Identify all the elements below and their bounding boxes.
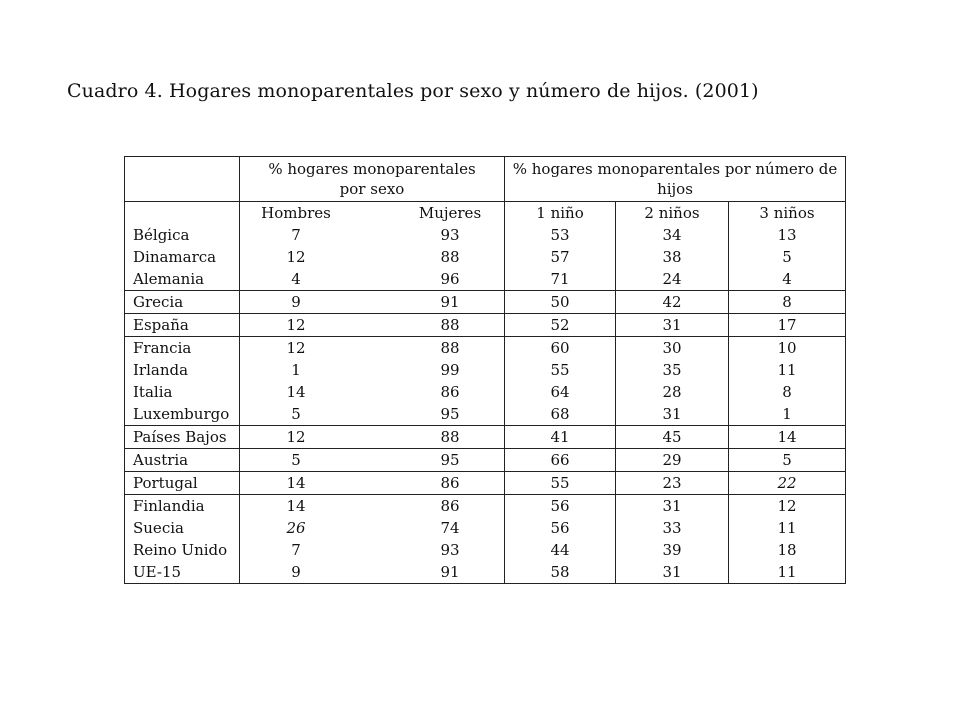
men-cell: 12 bbox=[240, 314, 353, 337]
three-children-cell: 10 bbox=[729, 337, 846, 360]
country-cell: Irlanda bbox=[125, 359, 240, 381]
table-row bbox=[125, 449, 846, 472]
women-cell: 88 bbox=[440, 248, 460, 266]
table-row bbox=[125, 268, 846, 291]
three-children-cell: 17 bbox=[729, 314, 846, 337]
three-children-cell: 18 bbox=[729, 539, 846, 561]
women-cell: 86 bbox=[352, 472, 505, 495]
one-child-cell: 53 bbox=[505, 224, 616, 246]
table-row bbox=[125, 381, 846, 403]
blank-header-cell bbox=[125, 157, 240, 202]
women-cell: 88 bbox=[352, 337, 505, 360]
two-children-cell: 30 bbox=[616, 337, 729, 360]
women-cell: 91 bbox=[352, 291, 505, 314]
country-cell: Francia bbox=[125, 337, 240, 360]
three-children-cell: 1 bbox=[729, 403, 846, 426]
table-row bbox=[125, 224, 846, 246]
table-row bbox=[125, 472, 846, 495]
two-children-cell: 23 bbox=[616, 472, 729, 495]
by-children-group-header bbox=[505, 157, 846, 202]
men-cell: 4 bbox=[240, 268, 353, 291]
table-column-header-row bbox=[125, 202, 846, 225]
table-row bbox=[125, 291, 846, 314]
one-child-cell: 41 bbox=[505, 426, 616, 449]
one-child-cell: 64 bbox=[505, 381, 616, 403]
two-children-cell: 24 bbox=[616, 268, 729, 291]
men-cell: 12 bbox=[240, 426, 353, 449]
two-children-cell: 28 bbox=[616, 381, 729, 403]
one-child-cell: 55 bbox=[505, 359, 616, 381]
women-cell: 95 bbox=[440, 405, 460, 423]
by-sex-group-header bbox=[240, 157, 505, 202]
one-child-cell: 68 bbox=[505, 403, 616, 426]
men-cell: 5 bbox=[240, 403, 353, 426]
table-row bbox=[125, 246, 846, 268]
men-cell: 14 bbox=[240, 495, 353, 518]
two-children-cell: 39 bbox=[616, 539, 729, 561]
women-column-header: Mujeres bbox=[418, 204, 482, 222]
country-cell: Dinamarca bbox=[125, 246, 240, 268]
one-child-cell: 44 bbox=[505, 539, 616, 561]
country-cell: Portugal bbox=[125, 472, 240, 495]
three-children-cell: 14 bbox=[729, 426, 846, 449]
country-cell: UE-15 bbox=[125, 561, 240, 584]
one-child-cell: 60 bbox=[505, 337, 616, 360]
country-cell: Países Bajos bbox=[125, 426, 240, 449]
men-cell: 5 bbox=[240, 449, 353, 472]
two-children-cell: 31 bbox=[616, 495, 729, 518]
two-children-cell: 31 bbox=[616, 561, 729, 584]
country-cell: Luxemburgo bbox=[125, 403, 240, 426]
one-child-cell: 56 bbox=[505, 495, 616, 518]
women-cell: 91 bbox=[352, 561, 505, 584]
women-cell: 88 bbox=[352, 426, 505, 449]
table-group-header-row bbox=[125, 157, 846, 202]
three-children-cell: 8 bbox=[729, 381, 846, 403]
two-children-cell: 42 bbox=[616, 291, 729, 314]
women-cell: 88 bbox=[352, 314, 505, 337]
two-children-cell: 31 bbox=[616, 403, 729, 426]
three-children-cell: 22 bbox=[729, 472, 846, 495]
two-children-cell: 31 bbox=[616, 314, 729, 337]
men-cell: 7 bbox=[240, 224, 353, 246]
table-row bbox=[125, 495, 846, 518]
men-cell: 26 bbox=[240, 517, 353, 539]
table-row bbox=[125, 403, 846, 426]
men-cell: 14 bbox=[240, 381, 353, 403]
three-children-cell: 13 bbox=[729, 224, 846, 246]
country-cell: Finlandia bbox=[125, 495, 240, 518]
three-children-cell: 11 bbox=[729, 561, 846, 584]
two-children-cell: 34 bbox=[616, 224, 729, 246]
three-children-cell: 11 bbox=[729, 359, 846, 381]
men-cell: 12 bbox=[240, 337, 353, 360]
two-children-cell: 45 bbox=[616, 426, 729, 449]
table-row bbox=[125, 539, 846, 561]
men-column-header: Hombres bbox=[240, 202, 353, 225]
country-cell: Austria bbox=[125, 449, 240, 472]
table-row bbox=[125, 517, 846, 539]
three-children-column-header: 3 niños bbox=[729, 202, 846, 225]
three-children-cell: 8 bbox=[729, 291, 846, 314]
table-row bbox=[125, 359, 846, 381]
women-cell: 96 bbox=[440, 270, 460, 288]
page-title: Cuadro 4. Hogares monoparentales por sexo y número de hijos. (2001) bbox=[67, 80, 759, 102]
households-table bbox=[124, 156, 846, 584]
one-child-cell: 71 bbox=[505, 268, 616, 291]
one-child-cell: 66 bbox=[505, 449, 616, 472]
country-cell: Alemania bbox=[125, 268, 240, 291]
two-children-column-header: 2 niños bbox=[616, 202, 729, 225]
table-row bbox=[125, 426, 846, 449]
by-children-header-line1: % hogares monoparentales por número de bbox=[512, 160, 838, 178]
men-cell: 14 bbox=[240, 472, 353, 495]
country-column-header bbox=[125, 202, 240, 225]
women-cell: 95 bbox=[352, 449, 505, 472]
women-cell: 99 bbox=[440, 361, 460, 379]
three-children-cell: 11 bbox=[729, 517, 846, 539]
three-children-cell: 12 bbox=[729, 495, 846, 518]
women-cell: 93 bbox=[440, 541, 460, 559]
country-cell: Suecia bbox=[125, 517, 240, 539]
one-child-cell: 50 bbox=[505, 291, 616, 314]
women-cell: 74 bbox=[440, 519, 460, 537]
one-child-column-header: 1 niño bbox=[505, 202, 616, 225]
one-child-cell: 57 bbox=[505, 246, 616, 268]
one-child-cell: 58 bbox=[505, 561, 616, 584]
by-sex-header-line2: por sexo bbox=[339, 180, 405, 198]
country-cell: España bbox=[125, 314, 240, 337]
men-cell: 1 bbox=[240, 359, 353, 381]
two-children-cell: 35 bbox=[616, 359, 729, 381]
three-children-cell: 5 bbox=[729, 246, 846, 268]
three-children-cell: 4 bbox=[729, 268, 846, 291]
table-row bbox=[125, 561, 846, 584]
by-sex-header-line1: % hogares monoparentales bbox=[268, 160, 476, 178]
three-children-cell: 5 bbox=[729, 449, 846, 472]
women-cell: 86 bbox=[440, 383, 460, 401]
country-cell: Grecia bbox=[125, 291, 240, 314]
one-child-cell: 56 bbox=[505, 517, 616, 539]
women-cell: 86 bbox=[352, 495, 505, 518]
men-cell: 7 bbox=[240, 539, 353, 561]
country-cell: Bélgica bbox=[125, 224, 240, 246]
two-children-cell: 38 bbox=[616, 246, 729, 268]
country-cell: Italia bbox=[125, 381, 240, 403]
by-children-header-line2: hijos bbox=[657, 180, 693, 198]
table-row bbox=[125, 337, 846, 360]
women-cell: 93 bbox=[440, 226, 460, 244]
two-children-cell: 33 bbox=[616, 517, 729, 539]
table-row bbox=[125, 314, 846, 337]
men-cell: 12 bbox=[240, 246, 353, 268]
two-children-cell: 29 bbox=[616, 449, 729, 472]
country-cell: Reino Unido bbox=[125, 539, 240, 561]
one-child-cell: 55 bbox=[505, 472, 616, 495]
men-cell: 9 bbox=[240, 561, 353, 584]
one-child-cell: 52 bbox=[505, 314, 616, 337]
men-cell: 9 bbox=[240, 291, 353, 314]
